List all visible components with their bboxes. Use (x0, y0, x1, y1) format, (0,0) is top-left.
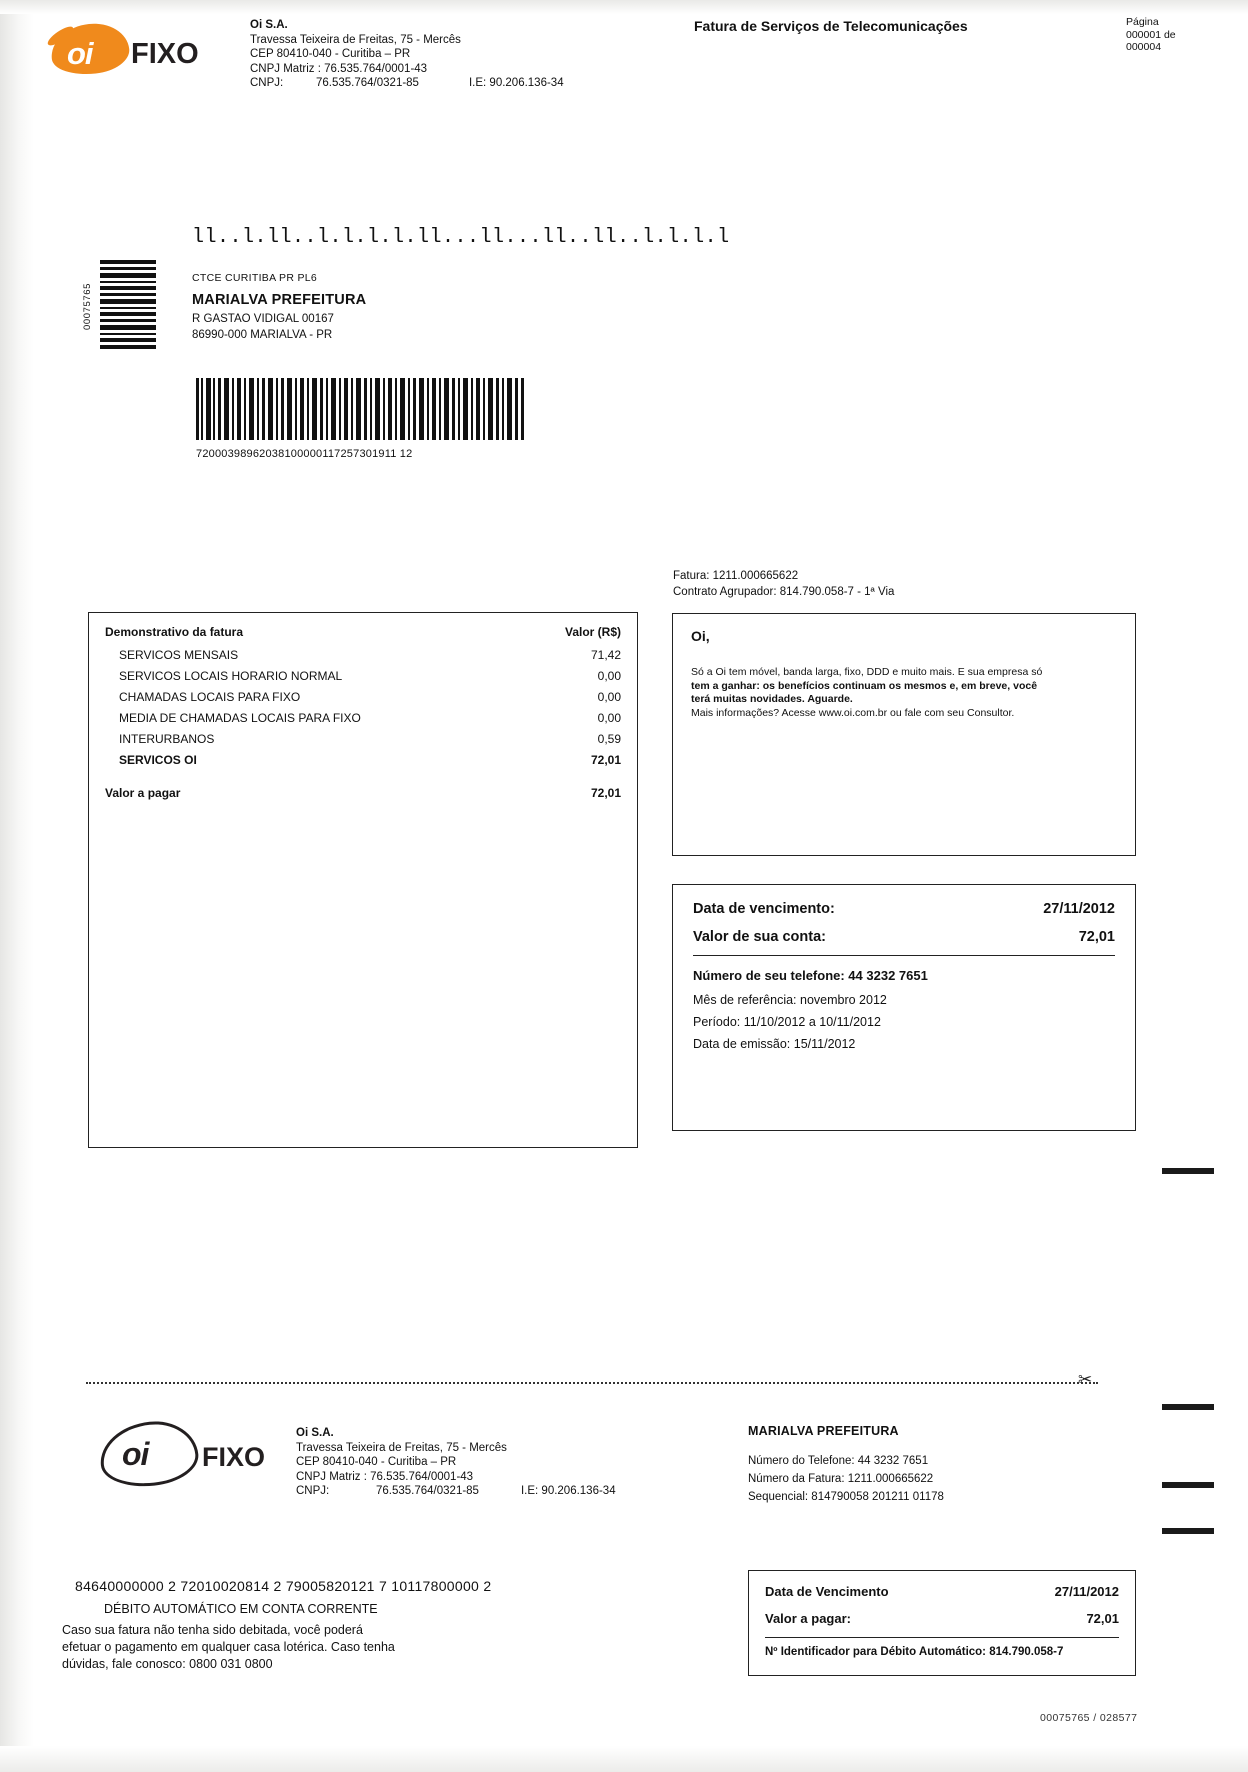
customer-phone-line: Número de seu telefone: 44 3232 7651 (693, 968, 928, 983)
company-cnpj-value: 76.535.764/0321-85 (316, 77, 419, 89)
column-header-value: Valor (R$) (564, 625, 621, 639)
summary-total-label: Valor a pagar (105, 786, 181, 800)
row-description: SERVICOS LOCAIS HORARIO NORMAL (119, 668, 343, 683)
invoice-summary-table (105, 623, 621, 770)
row-description: MEDIA DE CHAMADAS LOCAIS PARA FIXO (119, 710, 361, 725)
stub-company-ie: I.E: 90.206.136-34 (520, 1485, 616, 1497)
cut-line (86, 1382, 1098, 1384)
row-value: 72,01 (590, 752, 621, 767)
row-description: INTERURBANOS (119, 731, 215, 746)
page-title: Fatura de Serviços de Telecomunicações (694, 18, 968, 34)
message-line-4: Mais informações? Acesse www.oi.com.br ou fale com seu Consultor. (691, 706, 1015, 719)
customer-message-box (672, 613, 1136, 856)
page-total: 000004 (1126, 41, 1162, 53)
table-row (105, 728, 621, 749)
fixo-logo-text: FIXO (131, 38, 199, 70)
invoice-barcode (196, 378, 524, 440)
page-number: 000001 de (1126, 28, 1176, 41)
company-cnpj-label: CNPJ: (250, 77, 284, 89)
invoice-barcode-number: 72000398962038100000117257301911 12 (196, 448, 413, 460)
company-info (250, 18, 564, 91)
due-divider (693, 955, 1115, 956)
stub-invoice-number: Número da Fatura: 1211.000665622 (748, 1473, 934, 1485)
oi-blob-outline-icon (97, 1417, 201, 1491)
table-row (105, 707, 621, 728)
due-date-row (693, 901, 1115, 917)
registration-mark-1 (1162, 1168, 1214, 1174)
stub-amount-row (765, 1608, 1119, 1629)
footer-code: 00075765 / 028577 (1040, 1712, 1138, 1724)
row-value: 0,00 (597, 689, 621, 704)
mailing-vertical-code: 00075765 (82, 282, 93, 330)
page-indicator (1126, 16, 1176, 54)
fixo-logo-text-stub: FIXO (202, 1442, 266, 1472)
amount-value: 72,01 (1078, 929, 1115, 945)
direct-debit-text-line-3: dúvidas, fale conosco: 0800 031 0800 (62, 1657, 273, 1671)
row-value: 0,00 (597, 710, 621, 725)
invoice-summary-body (105, 644, 621, 770)
issue-date: Data de emissão: 15/11/2012 (693, 1037, 856, 1051)
message-line-3: terá muitas novidades. Aguarde. (691, 693, 853, 705)
table-header-row (105, 623, 621, 644)
scan-edge-bottom (0, 1746, 1248, 1772)
scissors-icon: ✂ (1078, 1370, 1093, 1389)
company-cep: CEP 80410-040 - Curitiba – PR (250, 48, 411, 60)
mailing-side-barcode (100, 260, 156, 352)
company-address: Travessa Teixeira de Freitas, 75 - Mercês (250, 33, 461, 46)
table-row (105, 686, 621, 707)
recipient-address-1: R GASTAO VIDIGAL 00167 (192, 313, 334, 325)
direct-debit-text-line-1: Caso sua fatura não tenha sido debitada, você poderá (62, 1623, 363, 1637)
table-row (105, 749, 621, 770)
oi-logo-text-stub: oi (122, 1436, 149, 1472)
stub-identifier: Nº Identificador para Débito Automático: 814.790.058-7 (765, 1646, 1064, 1658)
invoice-summary-box (88, 612, 638, 1148)
billing-period: Período: 11/10/2012 a 10/11/2012 (693, 1015, 881, 1029)
stub-company-cep: CEP 80410-040 - Curitiba – PR (296, 1456, 457, 1468)
recipient-name: MARIALVA PREFEITURA (192, 292, 367, 308)
stub-phone: Número do Telefone: 44 3232 7651 (748, 1455, 929, 1467)
stub-due-date-label: Data de Vencimento (765, 1584, 889, 1599)
company-name: Oi S.A. (250, 19, 288, 31)
stub-due-date-row (765, 1581, 1119, 1602)
table-row (105, 665, 621, 686)
table-row (105, 644, 621, 665)
row-value: 0,00 (597, 668, 621, 683)
row-value: 71,42 (590, 647, 621, 662)
direct-debit-title: DÉBITO AUTOMÁTICO EM CONTA CORRENTE (104, 1602, 378, 1616)
stub-due-date-value: 27/11/2012 (1054, 1584, 1119, 1599)
mailing-vertical-code-wrap (82, 268, 93, 330)
stub-company-address: Travessa Teixeira de Freitas, 75 - Mercês (296, 1441, 507, 1454)
direct-debit-text (62, 1622, 602, 1673)
amount-label: Valor de sua conta: (693, 929, 826, 945)
row-description: CHAMADAS LOCAIS PARA FIXO (119, 689, 301, 704)
summary-total-value: 72,01 (590, 786, 621, 800)
stub-company-cnpj-value: 76.535.764/0321-85 (376, 1485, 479, 1497)
registration-mark-4 (1162, 1528, 1214, 1534)
oi-fixo-logo-stub (92, 1418, 272, 1498)
stub-company-info (296, 1426, 616, 1499)
page-label: Página (1126, 16, 1159, 28)
oi-fixo-logo (45, 22, 199, 84)
summary-total-row (105, 770, 621, 800)
message-line-2: tem a ganhar: os benefícios continuam os mesmos e, em breve, você (691, 679, 1038, 692)
stub-payment-box (748, 1570, 1136, 1676)
column-header-description: Demonstrativo da fatura (105, 625, 244, 639)
message-greeting: Oi, (691, 628, 710, 644)
digitable-line: 84640000000 2 72010020814 2 79005820121 7 10117800000 2 (75, 1578, 492, 1594)
company-ie: I.E: 90.206.136-34 (468, 77, 564, 89)
contract-number: Contrato Agrupador: 814.790.058-7 - 1ª Via (673, 586, 895, 598)
due-date-value: 27/11/2012 (1043, 901, 1115, 917)
stub-sequential: Sequencial: 814790058 201211 01178 (748, 1491, 944, 1503)
stub-divider (765, 1637, 1119, 1638)
stub-company-cnpj-label: CNPJ: (296, 1485, 330, 1497)
recipient-address-2: 86990-000 MARIALVA - PR (192, 329, 333, 341)
row-value: 0,59 (597, 731, 621, 746)
oi-logo-text: oi (67, 36, 93, 71)
message-line-1: Só a Oi tem móvel, banda larga, fixo, DDD e muito mais. E sua empresa só (691, 666, 1043, 678)
company-cnpj-matriz: CNPJ Matriz : 76.535.764/0001-43 (250, 62, 428, 75)
reference-month: Mês de referência: novembro 2012 (693, 993, 887, 1007)
stub-amount-value: 72,01 (1086, 1611, 1119, 1626)
scan-edge-left (0, 0, 34, 1772)
message-body (691, 666, 1117, 720)
row-description: SERVICOS MENSAIS (119, 647, 239, 662)
due-date-label: Data de vencimento: (693, 901, 835, 917)
registration-mark-3 (1162, 1482, 1214, 1488)
stub-company-cnpj-matriz: CNPJ Matriz : 76.535.764/0001-43 (296, 1470, 474, 1483)
stub-customer-name: MARIALVA PREFEITURA (748, 1424, 899, 1438)
direct-debit-text-line-2: efetuar o pagamento em qualquer casa lotérica. Caso tenha (62, 1640, 395, 1654)
stub-amount-label: Valor a pagar: (765, 1611, 851, 1626)
registration-mark-2 (1162, 1404, 1214, 1410)
postnet-barcode: ll..l.ll..l.l.l.l.ll...ll...ll..ll..l.l.l.l (192, 226, 730, 249)
row-description: SERVICOS OI (119, 752, 197, 767)
invoice-number: Fatura: 1211.000665622 (673, 570, 799, 582)
amount-row (693, 929, 1115, 945)
due-details-box (672, 884, 1136, 1131)
mailing-route: CTCE CURITIBA PR PL6 (192, 272, 318, 284)
scan-edge-top (0, 0, 1248, 14)
stub-company-name: Oi S.A. (296, 1427, 334, 1439)
